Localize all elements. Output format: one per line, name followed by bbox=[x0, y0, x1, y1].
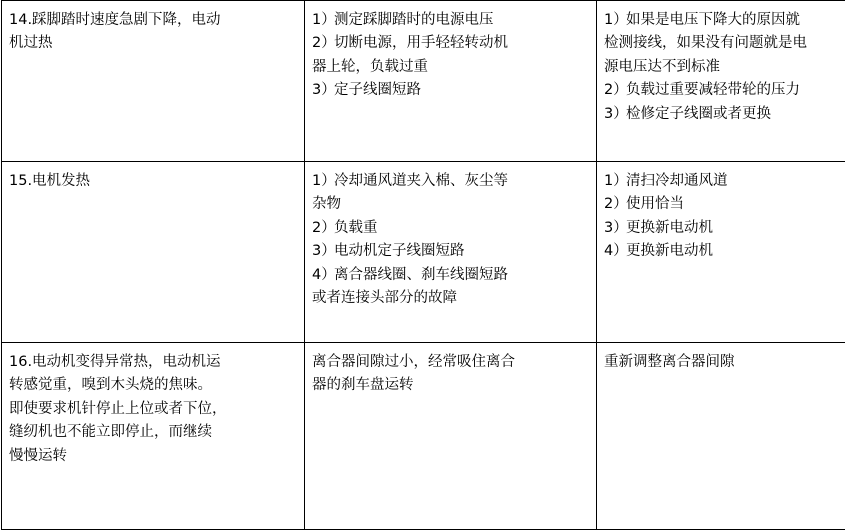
text-line bbox=[604, 103, 845, 126]
line-text: 定子线圈短路 bbox=[334, 82, 421, 98]
symptom-lines bbox=[9, 170, 297, 193]
text-line bbox=[604, 9, 845, 32]
text-line bbox=[312, 9, 589, 32]
text-line bbox=[312, 79, 589, 102]
line-text: 更换新电动机 bbox=[626, 243, 713, 259]
list-marker: 3） bbox=[604, 103, 628, 126]
list-marker: 2） bbox=[312, 32, 336, 55]
symptom-lines bbox=[9, 351, 297, 468]
text-line bbox=[312, 217, 589, 240]
line-text: 检修定子线圈或者更换 bbox=[626, 106, 771, 122]
text-line bbox=[312, 264, 589, 287]
symptom-cell bbox=[2, 162, 305, 343]
list-marker: 3） bbox=[604, 217, 628, 240]
cause-lines bbox=[312, 351, 589, 398]
line-text: 更换新电动机 bbox=[626, 220, 713, 236]
symptom-cell bbox=[2, 343, 305, 530]
line-text: 切断电源，用手轻轻转动机 bbox=[334, 35, 508, 51]
line-text: 冷却通风道夹入棉、灰尘等 bbox=[334, 173, 508, 189]
text-line: 16.电动机变得异常热，电动机运 bbox=[9, 351, 297, 374]
text-line: 杂物 bbox=[312, 193, 589, 216]
text-line bbox=[604, 79, 845, 102]
text-line: 离合器间隙过小，经常吸住离合 bbox=[312, 351, 589, 374]
line-text: 使用恰当 bbox=[626, 196, 684, 212]
symptom-cell bbox=[2, 1, 305, 162]
cause-cell bbox=[305, 1, 597, 162]
remedy-lines bbox=[604, 9, 845, 126]
remedy-cell bbox=[597, 1, 845, 162]
remedy-lines bbox=[604, 170, 845, 264]
cause-cell bbox=[305, 343, 597, 530]
text-line: 器上轮，负载过重 bbox=[312, 56, 589, 79]
troubleshooting-table bbox=[1, 0, 845, 530]
list-marker: 1） bbox=[312, 170, 336, 193]
line-text: 离合器线圈、刹车线圈短路 bbox=[334, 267, 508, 283]
table-row bbox=[2, 1, 845, 162]
cause-lines bbox=[312, 170, 589, 311]
text-line bbox=[604, 217, 845, 240]
text-line: 检测接线，如果没有问题就是电 bbox=[604, 32, 845, 55]
text-line: 即使要求机针停止上位或者下位， bbox=[9, 398, 297, 421]
list-marker: 1） bbox=[604, 170, 628, 193]
text-line bbox=[312, 170, 589, 193]
text-line: 机过热 bbox=[9, 32, 297, 55]
list-marker: 2） bbox=[604, 79, 628, 102]
text-line bbox=[604, 170, 845, 193]
line-text: 负载重 bbox=[334, 220, 378, 236]
list-marker: 4） bbox=[312, 264, 336, 287]
line-text: 负载过重要减轻带轮的压力 bbox=[626, 82, 800, 98]
line-text: 测定踩脚踏时的电源电压 bbox=[334, 12, 494, 28]
line-text: 清扫冷却通风道 bbox=[626, 173, 728, 189]
table-row bbox=[2, 343, 845, 530]
list-marker: 2） bbox=[312, 217, 336, 240]
text-line bbox=[312, 240, 589, 263]
symptom-lines bbox=[9, 9, 297, 56]
text-line: 或者连接头部分的故障 bbox=[312, 287, 589, 310]
text-line: 源电压达不到标准 bbox=[604, 56, 845, 79]
text-line: 慢慢运转 bbox=[9, 445, 297, 468]
text-line: 重新调整离合器间隙 bbox=[604, 351, 845, 374]
text-line: 转感觉重，嗅到木头烧的焦味。 bbox=[9, 374, 297, 397]
text-line: 缝纫机也不能立即停止，而继续 bbox=[9, 421, 297, 444]
table-body bbox=[2, 1, 845, 530]
cause-lines bbox=[312, 9, 589, 103]
text-line bbox=[312, 32, 589, 55]
table-row bbox=[2, 162, 845, 343]
cause-cell bbox=[305, 162, 597, 343]
text-line: 14.踩脚踏时速度急剧下降，电动 bbox=[9, 9, 297, 32]
text-line: 15.电机发热 bbox=[9, 170, 297, 193]
remedy-cell bbox=[597, 343, 845, 530]
list-marker: 1） bbox=[312, 9, 336, 32]
line-text: 如果是电压下降大的原因就 bbox=[626, 12, 800, 28]
list-marker: 4） bbox=[604, 240, 628, 263]
remedy-lines bbox=[604, 351, 845, 374]
text-line bbox=[604, 193, 845, 216]
remedy-cell bbox=[597, 162, 845, 343]
list-marker: 1） bbox=[604, 9, 628, 32]
line-text: 电动机定子线圈短路 bbox=[334, 243, 465, 259]
text-line: 器的刹车盘运转 bbox=[312, 374, 589, 397]
list-marker: 3） bbox=[312, 240, 336, 263]
list-marker: 3） bbox=[312, 79, 336, 102]
text-line bbox=[604, 240, 845, 263]
list-marker: 2） bbox=[604, 193, 628, 216]
